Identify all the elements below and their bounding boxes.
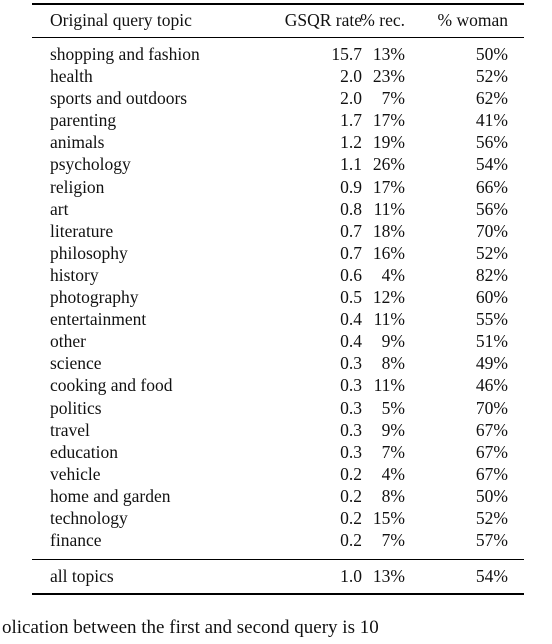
table-row (32, 463, 524, 485)
cell-gsqr-rate: 0.3 (340, 441, 362, 462)
cell-topic: animals (50, 132, 105, 153)
table-row (32, 87, 524, 109)
cell-gsqr-rate: 0.3 (340, 397, 362, 418)
header-percent-woman: % woman (437, 10, 508, 30)
cell-percent-woman: 41% (475, 110, 508, 131)
caption-fragment: olication between the first and second query is 10 (2, 617, 379, 638)
cell-percent-woman: 52% (475, 507, 508, 528)
table-row (32, 330, 524, 352)
cell-percent-woman: 52% (475, 242, 508, 263)
cell-percent-woman: 62% (475, 88, 508, 109)
cell-topic: finance (50, 530, 102, 551)
cell-percent-rec: 8% (381, 485, 405, 506)
table-row (32, 441, 524, 463)
cell-percent-woman: 70% (475, 220, 508, 241)
table-row (32, 242, 524, 264)
cell-topic: home and garden (50, 485, 171, 506)
cell-percent-woman: 55% (475, 309, 508, 330)
table-summary-row (32, 565, 524, 589)
cell-percent-woman: 56% (475, 132, 508, 153)
cell-percent-woman: 66% (475, 176, 508, 197)
cell-percent-rec: 11% (373, 198, 405, 219)
cell-gsqr-rate: 15.7 (331, 44, 362, 64)
cell-percent-rec: 19% (372, 132, 405, 153)
cell-percent-woman: 54% (475, 154, 508, 175)
cell-gsqr-rate: 1.1 (340, 154, 362, 175)
cell-gsqr-rate: 2.0 (340, 88, 362, 109)
cell-gsqr-rate: 0.5 (340, 287, 362, 308)
cell-gsqr-rate: 0.2 (340, 463, 362, 484)
table-row (32, 419, 524, 441)
cell-gsqr-rate: 0.8 (340, 198, 362, 219)
table-row (32, 220, 524, 242)
cell-percent-woman: 67% (475, 419, 508, 440)
cell-topic: art (50, 198, 69, 219)
cell-percent-rec: 4% (381, 264, 405, 285)
cell-topic: travel (50, 419, 90, 440)
table-header-row (32, 6, 524, 34)
cell-percent-rec: 9% (381, 419, 405, 440)
cell-percent-rec: 8% (381, 353, 405, 374)
cell-gsqr-rate: 0.3 (340, 375, 362, 396)
table-row (32, 153, 524, 175)
cell-percent-rec: 16% (372, 242, 405, 263)
table-row (32, 485, 524, 507)
cell-topic: sports and outdoors (50, 88, 188, 109)
cell-gsqr-rate: 0.6 (340, 264, 362, 285)
cell-percent-woman: 56% (475, 198, 508, 219)
cell-percent-woman: 67% (475, 463, 508, 484)
cell-percent-woman: 82% (475, 264, 508, 285)
cell-gsqr-rate: 2.0 (340, 66, 362, 87)
cell-percent-woman: 50% (475, 44, 508, 64)
cell-gsqr-rate: 0.7 (340, 220, 362, 241)
cell-percent-woman: 49% (475, 353, 508, 374)
cell-topic: other (50, 331, 86, 352)
cell-percent-woman: 46% (475, 375, 508, 396)
summary-percent-woman: 54% (475, 566, 508, 586)
header-topic: Original query topic (50, 10, 192, 30)
table-row (32, 198, 524, 220)
table-row (32, 507, 524, 529)
table-row (32, 529, 524, 551)
table-row (32, 308, 524, 330)
cell-topic: shopping and fashion (50, 44, 200, 64)
table-row (32, 374, 524, 396)
table-top-rule (32, 3, 524, 5)
cell-percent-rec: 18% (372, 220, 405, 241)
header-percent-rec: % rec. (360, 10, 405, 30)
summary-gsqr-rate: 1.0 (340, 566, 362, 586)
cell-percent-rec: 11% (373, 375, 405, 396)
cell-topic: health (50, 66, 93, 87)
table-row (32, 131, 524, 153)
cell-topic: education (50, 441, 119, 462)
cell-percent-rec: 11% (373, 309, 405, 330)
cell-topic: literature (50, 220, 114, 241)
cell-percent-rec: 13% (372, 44, 405, 64)
summary-percent-rec: 13% (372, 566, 405, 586)
table-row (32, 264, 524, 286)
cell-percent-woman: 50% (475, 485, 508, 506)
cell-gsqr-rate: 0.3 (340, 353, 362, 374)
table-row (32, 352, 524, 374)
cell-percent-woman: 67% (475, 441, 508, 462)
cell-percent-woman: 70% (475, 397, 508, 418)
cell-percent-rec: 9% (381, 331, 405, 352)
table-row (32, 109, 524, 131)
cell-topic: science (50, 353, 102, 374)
table-header-rule (32, 37, 524, 38)
cell-topic: philosophy (50, 242, 128, 263)
cell-gsqr-rate: 0.2 (340, 507, 362, 528)
cell-topic: parenting (50, 110, 117, 131)
cell-percent-rec: 15% (372, 507, 405, 528)
cell-gsqr-rate: 0.7 (340, 242, 362, 263)
cell-percent-rec: 26% (372, 154, 405, 175)
table-row (32, 286, 524, 308)
summary-topic: all topics (50, 566, 114, 586)
cell-percent-rec: 23% (372, 66, 405, 87)
table-row (32, 176, 524, 198)
cell-gsqr-rate: 0.2 (340, 530, 362, 551)
cell-percent-woman: 51% (475, 331, 508, 352)
cell-topic: cooking and food (50, 375, 173, 396)
cell-percent-woman: 60% (475, 287, 508, 308)
cell-topic: psychology (50, 154, 131, 175)
table-bottom-rule (32, 593, 524, 595)
cell-percent-rec: 12% (372, 287, 405, 308)
cell-topic: vehicle (50, 463, 101, 484)
cell-topic: photography (50, 287, 139, 308)
cell-topic: politics (50, 397, 102, 418)
cell-percent-rec: 5% (381, 397, 405, 418)
cell-percent-rec: 7% (381, 441, 405, 462)
cell-gsqr-rate: 0.4 (340, 331, 362, 352)
cell-percent-woman: 52% (475, 66, 508, 87)
table-body (32, 43, 524, 551)
cell-percent-rec: 7% (381, 530, 405, 551)
cell-percent-rec: 4% (381, 463, 405, 484)
header-gsqr-rate: GSQR rate (284, 10, 362, 30)
cell-topic: technology (50, 507, 128, 528)
cell-percent-rec: 7% (381, 88, 405, 109)
cell-percent-rec: 17% (372, 110, 405, 131)
table-row (32, 43, 524, 65)
cell-gsqr-rate: 1.7 (340, 110, 362, 131)
cell-topic: history (50, 264, 99, 285)
cell-topic: religion (50, 176, 105, 197)
cell-gsqr-rate: 0.4 (340, 309, 362, 330)
table-summary-rule (32, 559, 524, 560)
cell-topic: entertainment (50, 309, 147, 330)
table-row (32, 65, 524, 87)
cell-gsqr-rate: 0.9 (340, 176, 362, 197)
table-row (32, 397, 524, 419)
cell-percent-rec: 17% (372, 176, 405, 197)
cell-gsqr-rate: 0.2 (340, 485, 362, 506)
cell-percent-woman: 57% (475, 530, 508, 551)
cell-gsqr-rate: 0.3 (340, 419, 362, 440)
cell-gsqr-rate: 1.2 (340, 132, 362, 153)
